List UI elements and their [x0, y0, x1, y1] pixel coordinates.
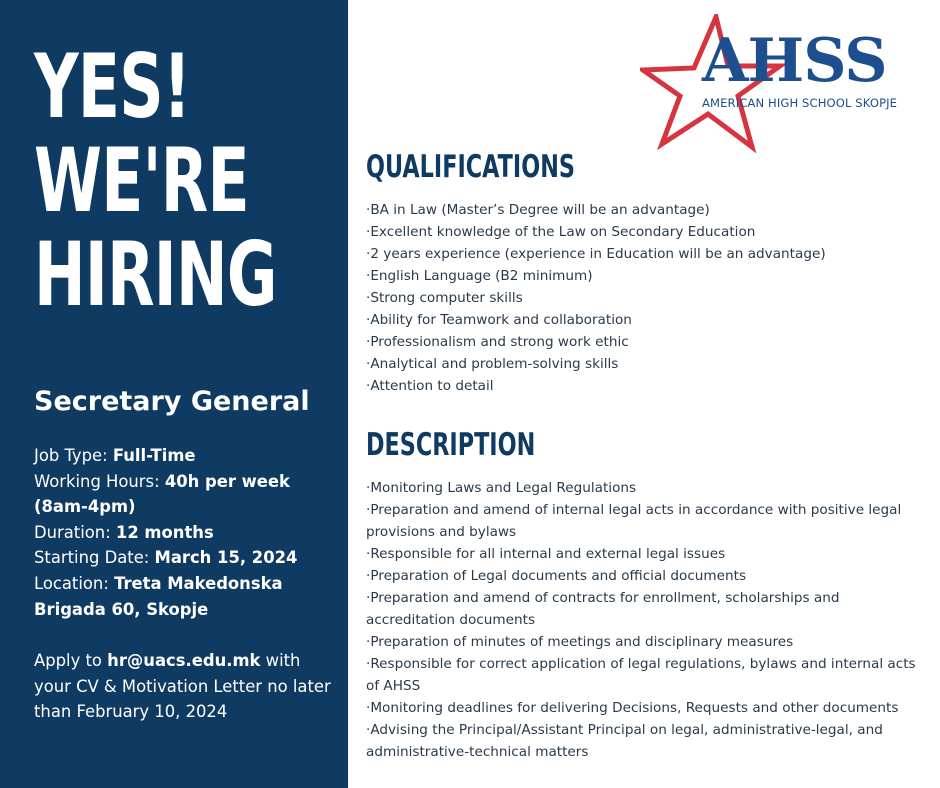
list-item: ·Responsible for correct application of legal regulations, bylaws and internal acts of AHSS: [366, 656, 916, 694]
detail-value: March 15, 2024: [154, 548, 298, 568]
qualifications-heading: QUALIFICATIONS: [366, 149, 575, 185]
detail-label: Job Type:: [34, 446, 113, 465]
apply-email-link[interactable]: hr@uacs.edu.mk: [107, 651, 261, 670]
headline-line: YES!: [34, 35, 191, 138]
description-heading: DESCRIPTION: [366, 427, 536, 463]
detail-duration: [34, 520, 334, 546]
list-item: ·BA in Law (Master’s Degree will be an advantage): [366, 202, 710, 218]
list-item: ·English Language (B2 minimum): [366, 268, 593, 284]
logo-subtitle: AMERICAN HIGH SCHOOL SKOPJE: [702, 96, 898, 110]
list-item: ·Excellent knowledge of the Law on Secondary Education: [366, 224, 756, 240]
job-title: Secretary General: [34, 386, 310, 417]
list-item: ·Advising the Principal/Assistant Principal on legal, administrative-legal, and administrative-technical matters: [366, 722, 883, 760]
list-item: ·Preparation and amend of internal legal acts in accordance with positive legal provisions and bylaws: [366, 502, 902, 540]
qualifications-list: [366, 199, 926, 397]
list-item: ·Preparation of minutes of meetings and disciplinary measures: [366, 634, 794, 650]
detail-job-type: [34, 443, 334, 469]
detail-value: 40h per week (8am-4pm): [34, 471, 290, 517]
detail-label: Starting Date:: [34, 548, 155, 568]
apply-suffix: with your CV & Motivation Letter no later than February 10, 2024: [34, 651, 331, 722]
logo-wordmark: AHSS: [702, 26, 887, 96]
list-item: ·Preparation and amend of contracts for enrollment, scholarships and accreditation documents: [366, 590, 840, 628]
job-details: [34, 443, 334, 622]
list-item: ·Preparation of Legal documents and official documents: [366, 568, 747, 584]
detail-working-hours: [34, 469, 334, 520]
detail-label: Duration:: [34, 522, 116, 542]
apply-instructions: [34, 648, 334, 725]
headline-line: WE'RE: [34, 129, 249, 232]
list-item: ·Analytical and problem-solving skills: [366, 356, 619, 372]
apply-prefix: Apply to: [34, 651, 108, 670]
list-item: ·Monitoring deadlines for delivering Decisions, Requests and other documents: [366, 700, 899, 716]
list-item: ·Attention to detail: [366, 378, 494, 394]
ahss-logo: [640, 14, 925, 154]
left-panel: [0, 0, 348, 788]
headline-line: HIRING: [34, 223, 277, 326]
detail-location: [34, 571, 334, 622]
detail-label: Working Hours:: [34, 471, 165, 491]
detail-value: 12 months: [115, 522, 214, 542]
list-item: ·Responsible for all internal and external legal issues: [366, 546, 726, 562]
hiring-headline: [34, 35, 381, 326]
list-item: ·2 years experience (experience in Education will be an advantage): [366, 246, 826, 262]
detail-label: Location:: [34, 573, 115, 593]
detail-value: Treta Makedonska Brigada 60, Skopje: [34, 573, 283, 619]
detail-starting-date: [34, 545, 334, 571]
list-item: ·Ability for Teamwork and collaboration: [366, 312, 632, 328]
description-list: [366, 477, 926, 763]
list-item: ·Monitoring Laws and Legal Regulations: [366, 480, 637, 496]
detail-value: Full-Time: [112, 446, 196, 465]
list-item: ·Professionalism and strong work ethic: [366, 334, 629, 350]
list-item: ·Strong computer skills: [366, 290, 523, 306]
